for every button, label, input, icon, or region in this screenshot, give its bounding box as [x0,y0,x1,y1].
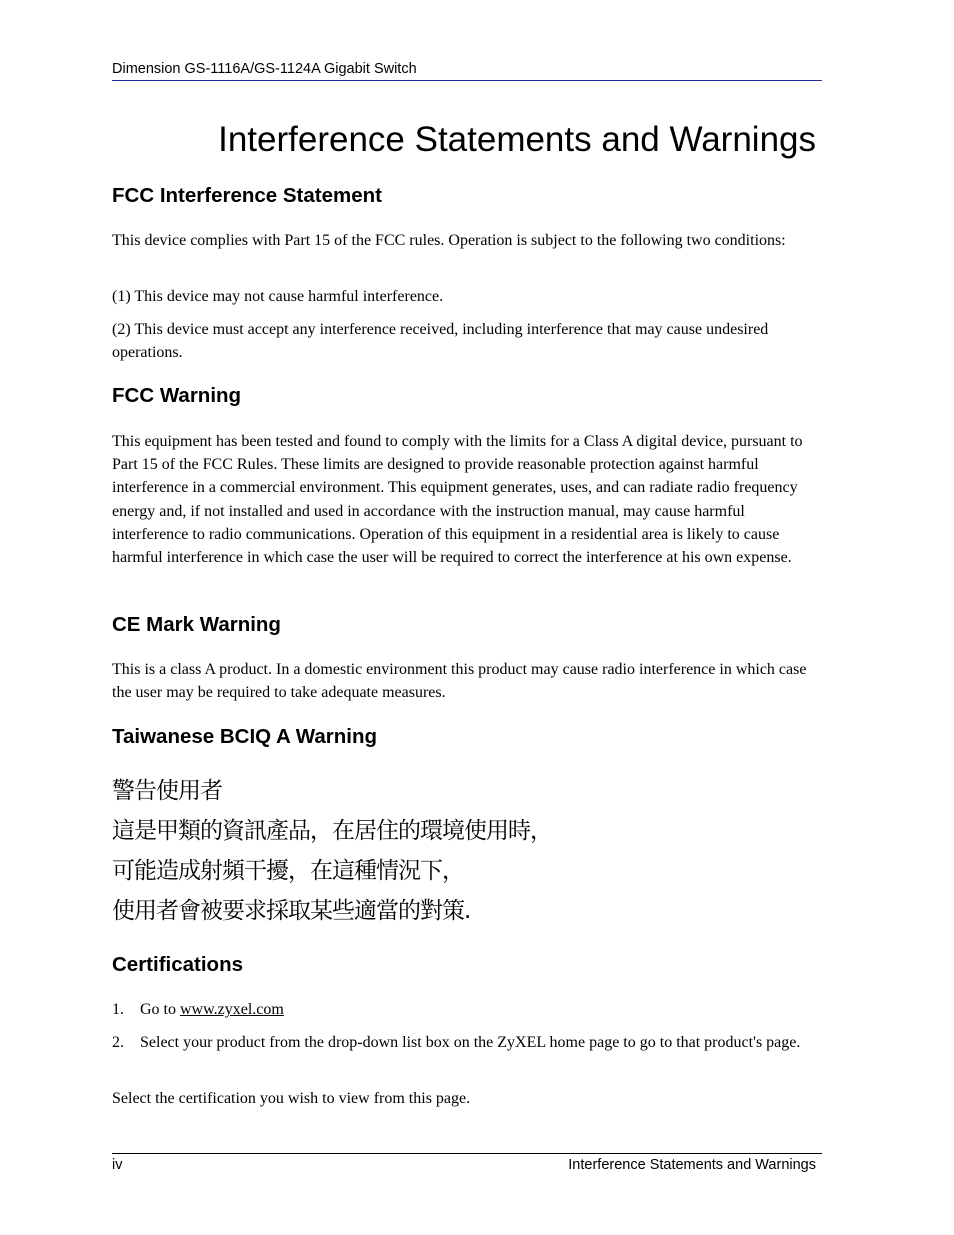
footer-chapter-title: Interference Statements and Warnings [568,1157,816,1173]
step-number: 1. [112,1001,124,1018]
running-header-text: Dimension GS-1116A/GS-1124A Gigabit Switch [112,61,417,77]
ce-warning-heading: CE Mark Warning [112,613,281,636]
running-header [112,60,822,81]
fcc-warning-paragraph: This equipment has been tested and found to comply with the limits for a Class A digital device, pursuant to Part 15 of the FCC Rules. These limits are designed to provide reasonable protection against harmful interference in a commercial environment. This equipment generates, uses, and can radiate radio frequency energy and, if not installed and used in accordance with the instruction manual, may cause harmful interference to radio communications. Operation of this equipment in a residential area is likely to cause harmful interference in which case the user will be required to correct the interference at his own expense. [112,433,803,567]
running-footer [112,1153,822,1174]
page-number: iv [112,1157,123,1173]
fcc-condition-1: (1) This device may not cause harmful interference. [112,288,444,305]
fcc-statement-paragraph: This device complies with Part 15 of the FCC rules. Operation is subject to the following two conditions: [112,232,786,249]
bciq-line: 這是甲類的資訊產品，在居住的環境使用時， [112,818,552,844]
bciq-line: 警告使用者 [112,778,222,804]
bciq-line: 可能造成射頻干擾，在這種情況下， [112,858,464,884]
fcc-warning-heading: FCC Warning [112,384,242,407]
certifications-closing: Select the certification you wish to view from this page. [112,1090,471,1107]
fcc-condition-2: (2) This device must accept any interference received, including interference that may cause undesired operations. [112,321,769,362]
step-prefix: Go to [140,1001,180,1018]
bciq-warning-heading: Taiwanese BCIQ A Warning [112,725,378,748]
page-title: Interference Statements and Warnings [218,120,816,159]
ce-warning-paragraph: This is a class A product. In a domestic environment this product may cause radio interference in which case the user may be required to take adequate measures. [112,661,807,702]
step-number: 2. [112,1034,124,1051]
step-text: Select your product from the drop-down list box on the ZyXEL home page to go to that product's page. [140,1034,801,1051]
certifications-step-1 [112,998,824,1021]
zyxel-website-link[interactable]: www.zyxel.com [180,1001,284,1018]
fcc-statement-heading: FCC Interference Statement [112,184,382,207]
bciq-warning-text [112,771,812,931]
certifications-step-2 [112,1031,824,1054]
bciq-line: 使用者會被要求採取某些適當的對策. [112,898,471,924]
step-text [140,998,824,1021]
certifications-heading: Certifications [112,953,243,976]
